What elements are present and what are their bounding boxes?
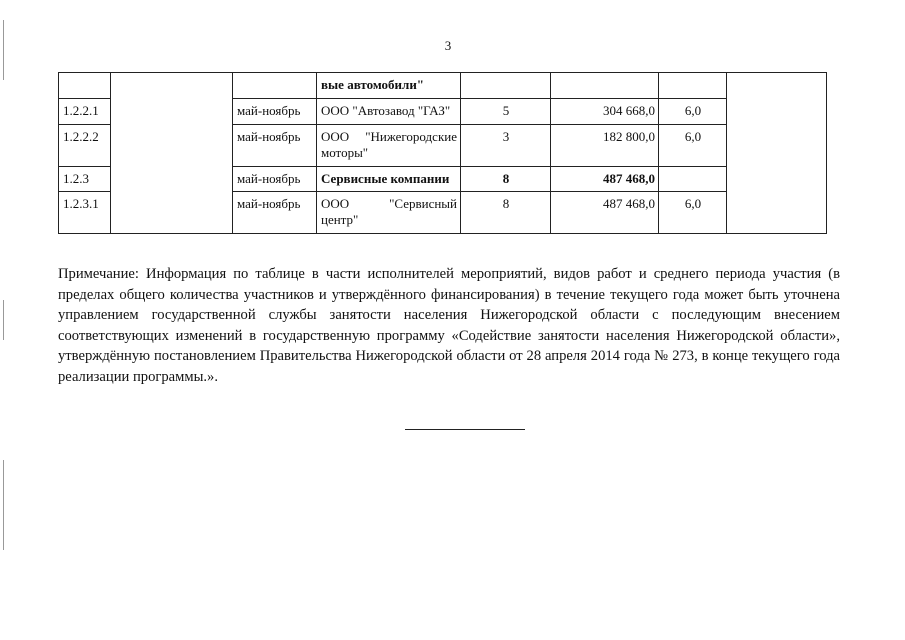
cell-executor: вые автомобили" [317,73,461,99]
cell-months: 6,0 [659,99,727,125]
note-paragraph: Примечание: Информация по таблице в части исполнителей мероприятий, видов работ и среднего периода участия (в пределах общего количества участников и утверждённого финансирования) в течение текущего года может быть уточнена управлением государственной службы занятости населения Нижегородской области с последующим внесением соответствующих изменений в государственную программу «Содействие занятости населения Нижегородской области», утверждённую постановлением Правительства Нижегородской области от 28 апреля 2014 года № 273, в конце текущего года реализации программы.». [58,266,840,385]
cell-period [233,73,317,99]
table-row [59,73,827,99]
cell-merged-empty [727,73,827,234]
cell-executor: ООО "Сервисный центр" [317,192,461,234]
scan-margin-mark [3,300,4,340]
program-table [58,72,827,234]
cell-amount [551,73,659,99]
cell-executor: ООО "Автозавод "ГАЗ" [317,99,461,125]
cell-count: 5 [461,99,551,125]
cell-num [59,73,111,99]
cell-num: 1.2.3 [59,167,111,192]
cell-months [659,73,727,99]
cell-months [659,167,727,192]
cell-period: май-ноябрь [233,167,317,192]
cell-executor: ООО "Нижегородские моторы" [317,125,461,167]
cell-num: 1.2.2.2 [59,125,111,167]
cell-count: 3 [461,125,551,167]
closing-divider [405,429,525,430]
cell-num: 1.2.3.1 [59,192,111,234]
cell-amount: 487 468,0 [551,192,659,234]
cell-months: 6,0 [659,125,727,167]
cell-num: 1.2.2.1 [59,99,111,125]
cell-amount: 182 800,0 [551,125,659,167]
table-body [59,73,827,234]
cell-merged-empty [111,73,233,234]
cell-count: 8 [461,192,551,234]
cell-executor: Сервисные компании [317,167,461,192]
cell-amount: 304 668,0 [551,99,659,125]
cell-period: май-ноябрь [233,99,317,125]
cell-count [461,73,551,99]
cell-period: май-ноябрь [233,192,317,234]
scan-margin-mark [3,460,4,550]
cell-amount: 487 468,0 [551,167,659,192]
cell-period: май-ноябрь [233,125,317,167]
cell-count: 8 [461,167,551,192]
page-number: 3 [444,38,452,53]
cell-months: 6,0 [659,192,727,234]
scan-margin-mark [3,20,4,80]
